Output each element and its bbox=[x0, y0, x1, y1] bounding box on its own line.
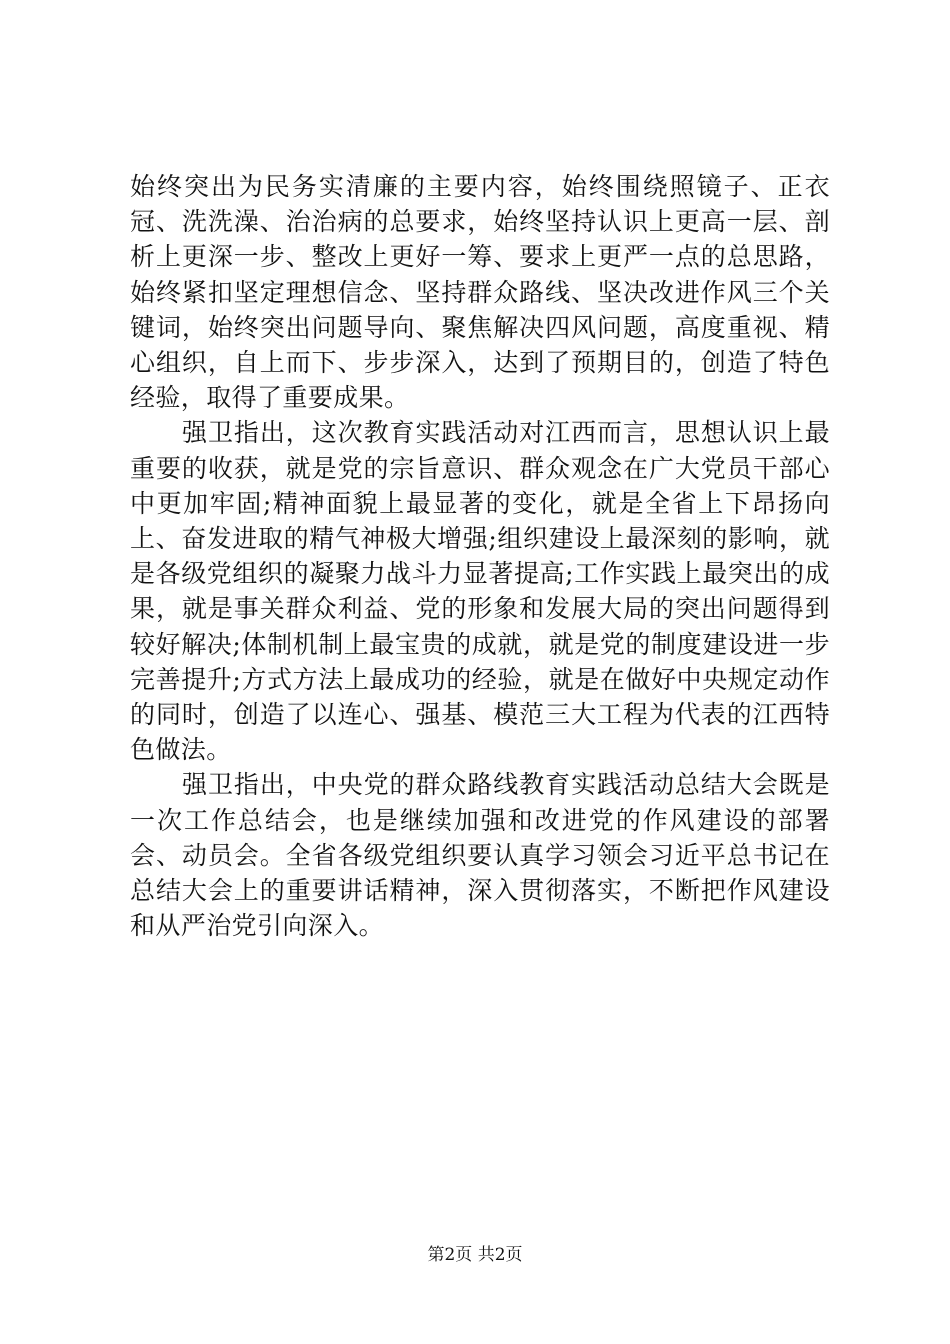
paragraph-2: 强卫指出，这次教育实践活动对江西而言，思想认识上最重要的收获，就是党的宗旨意识、群众观念在广大党员干部心中更加牢固;精神面貌上最显著的变化，就是全省上下昂扬向上、奋发进取的精气神极大增强;组织建设上最深刻的影响，就是各级党组织的凝聚力战斗力显著提高;工作实践上最突出的成果，就是事关群众利益、党的形象和发展大局的突出问题得到较好解决;体制机制上最宝贵的成就，就是党的制度建设进一步完善提升;方式方法上最成功的经验，就是在做好中央规定动作的同时，创造了以连心、强基、模范三大工程为代表的江西特色做法。 bbox=[130, 418, 830, 765]
paragraph-1: 始终突出为民务实清廉的主要内容，始终围绕照镜子、正衣冠、洗洗澡、治治病的总要求，始终坚持认识上更高一层、剖析上更深一步、整改上更好一筹、要求上更严一点的总思路，始终紧扣坚定理想信念、坚持群众路线、坚决改进作风三个关键词，始终突出问题导向、聚焦解决四风问题，高度重视、精心组织，自上而下、步步深入，达到了预期目的，创造了特色经验，取得了重要成果。 bbox=[130, 172, 830, 413]
document-body bbox=[130, 169, 830, 943]
paragraph-3: 强卫指出，中央党的群众路线教育实践活动总结大会既是一次工作总结会，也是继续加强和改进党的作风建设的部署会、动员会。全省各级党组织要认真学习领会习近平总书记在总结大会上的重要讲话精神，深入贯彻落实，不断把作风建设和从严治党引向深入。 bbox=[130, 770, 830, 941]
page-footer: 第2页 共2页 bbox=[427, 1245, 523, 1265]
